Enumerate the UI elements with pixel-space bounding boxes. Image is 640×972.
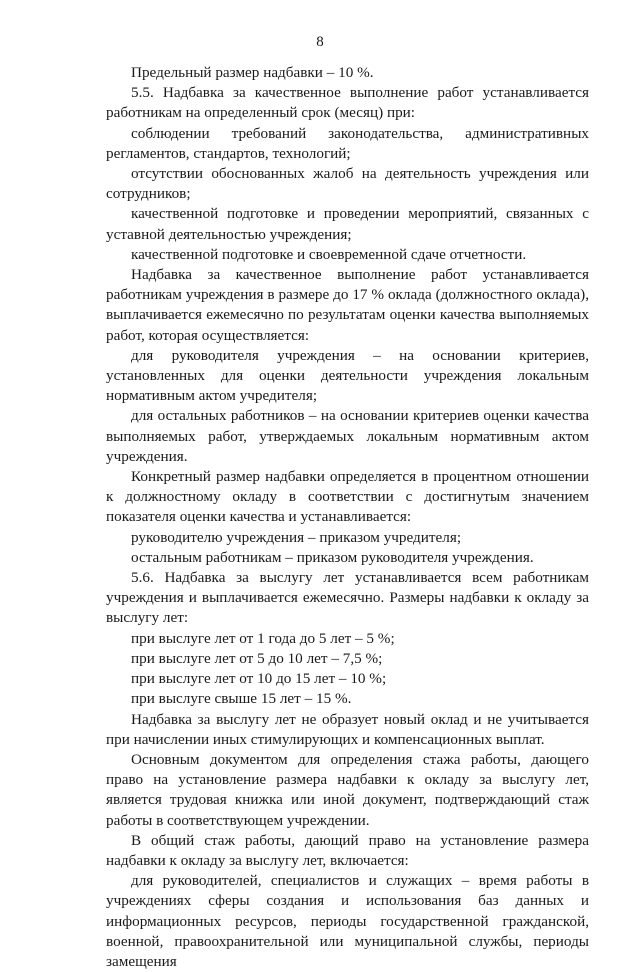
paragraph: для остальных работников – на основании критериев оценки качества выполняемых работ, утверждаемых локальным нормативным актом учреждения. [106,407,589,465]
paragraph: отсутствии обоснованных жалоб на деятельность учреждения или сотрудников; [106,165,589,203]
paragraph: В общий стаж работы, дающий право на установление размера надбавки к окладу за выслугу лет, включается: [106,831,589,869]
page-number: 8 [316,34,324,50]
paragraph: 5.6. Надбавка за выслугу лет устанавливается всем работникам учреждения и выплачивается ежемесячно. Размеры надбавки к окладу за выслугу лет: [106,569,589,627]
paragraph: 5.5. Надбавка за качественное выполнение работ устанавливается работникам на определенный срок (месяц) при: [106,84,589,122]
paragraph: качественной подготовке и проведении мероприятий, связанных с уставной деятельностью учреждения; [106,205,589,243]
paragraph: при выслуге лет от 1 года до 5 лет – 5 %; [131,629,395,647]
paragraph: для руководителей, специалистов и служащих – время работы в учреждениях сферы создания и использования баз данных и информационных ресурсов, периоды государственной гражданской, военной, правоохранительной или муниципальной службы, периоды замещения [106,872,589,970]
paragraph: для руководителя учреждения – на основании критериев, установленных для оценки деятельности учреждения локальным нормативным актом учредителя; [106,346,589,405]
paragraph: при выслуге лет от 10 до 15 лет – 10 %; [131,670,387,688]
paragraph: остальным работникам – приказом руководителя учреждения. [131,548,534,566]
paragraph: качественной подготовке и своевременной сдаче отчетности. [131,245,527,263]
paragraph: руководителю учреждения – приказом учредителя; [131,528,462,546]
paragraph: Конкретный размер надбавки определяется в процентном отношении к должностному окладу в соответствии с достигнутым значением показателя оценки качества и устанавливается: [106,468,589,526]
document-body [106,63,589,972]
paragraph: Надбавка за выслугу лет не образует новый оклад и не учитывается при начислении иных стимулирующих и компенсационных выплат. [106,710,589,748]
paragraph: при выслуге свыше 15 лет – 15 %. [131,690,352,708]
paragraph: Предельный размер надбавки – 10 %. [131,64,374,81]
paragraph: при выслуге лет от 5 до 10 лет – 7,5 %; [131,649,383,667]
paragraph: соблюдении требований законодательства, административных регламентов, стандартов, технологий; [106,124,589,162]
paragraph: Надбавка за качественное выполнение работ устанавливается работникам учреждения в размере до 17 % оклада (должностного оклада), выплачивается ежемесячно по результатам оценки качества выполняемых работ, которая осуществляется: [106,266,589,344]
paragraph: Основным документом для определения стажа работы, дающего право на установление размера надбавки к окладу за выслугу лет, является трудовая книжка или иной документ, подтверждающий стаж работы в соответствующем учреждении. [106,750,589,829]
